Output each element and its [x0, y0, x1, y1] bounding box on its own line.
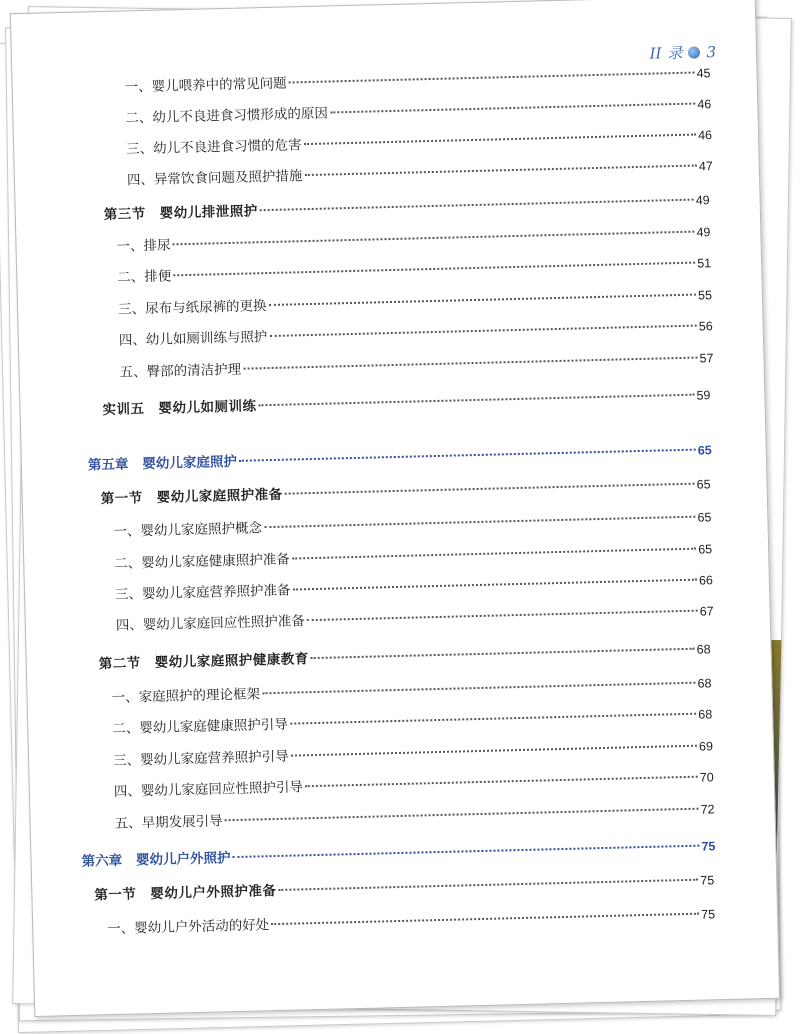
toc-entry-label [124, 72, 286, 96]
dot-leader [311, 648, 695, 659]
dot-leader [173, 262, 695, 277]
dot-leader [239, 449, 696, 462]
toc-page-number: 72 [700, 802, 715, 817]
dot-leader [289, 72, 695, 84]
toc-item [126, 123, 712, 157]
toc-page-number: 66 [698, 573, 714, 588]
toc-entry-label [118, 294, 267, 318]
toc-entry-label-text: 实训五 [102, 401, 145, 418]
dot-leader [269, 325, 697, 337]
dot-leader [292, 579, 697, 591]
running-head [649, 41, 716, 64]
toc-item [127, 154, 713, 188]
toc-entry-label-text: 二、婴幼儿家庭健康照护准备 [114, 551, 290, 572]
dot-leader [243, 357, 698, 370]
toc-page-number: 68 [696, 642, 711, 657]
dot-leader [260, 199, 694, 212]
toc-page-number: 45 [696, 66, 711, 81]
toc-item [119, 346, 713, 381]
toc-entry-label-text: 五、臀部的清洁护理 [119, 361, 242, 381]
toc-entry-title: 婴幼儿排泄照护 [159, 203, 258, 221]
toc-item [107, 902, 715, 937]
toc-entry-label-text: 四、幼儿如厕训练与照护 [118, 329, 268, 349]
toc-entry-label-text: 一、婴幼儿户外活动的好处 [107, 917, 270, 938]
toc-entry-label [88, 450, 237, 474]
toc-page-number: 68 [698, 707, 713, 722]
toc-item [124, 61, 710, 95]
toc-item [114, 797, 714, 832]
dot-leader [262, 682, 696, 695]
toc-entry-title: 婴幼儿如厕训练 [158, 398, 257, 416]
toc-entry-label [81, 846, 230, 870]
toc-entry-label [116, 233, 170, 254]
toc-entry-label [113, 745, 289, 769]
dot-leader [307, 610, 698, 622]
toc-item [116, 220, 710, 255]
dot-leader [330, 103, 696, 114]
running-head-page: 3 [706, 42, 717, 61]
toc-page-number: 67 [699, 604, 714, 619]
toc-entry-label [111, 682, 260, 706]
toc-item [114, 537, 712, 572]
toc-section [94, 868, 714, 903]
toc-section [104, 188, 710, 223]
dot-leader [278, 879, 698, 891]
toc-entry-label-text: 一、排尿 [116, 237, 171, 255]
toc-item [114, 765, 714, 800]
toc-page-number: 75 [700, 907, 716, 922]
dot-leader [291, 745, 698, 757]
toc-chapter [88, 438, 712, 473]
toc-entry-title: 婴幼儿家庭照护准备 [156, 486, 283, 505]
toc-entry-label [98, 647, 308, 672]
toc-entry-label-text: 五、早期发展引导 [114, 813, 223, 832]
toc-page-number: 68 [697, 676, 712, 691]
toc-item [119, 314, 713, 349]
toc-page-number: 47 [698, 159, 713, 174]
toc-entry-label [125, 102, 328, 127]
toc-entry-label [116, 609, 305, 634]
toc-section [102, 383, 710, 418]
toc-section [100, 472, 710, 507]
toc-page-number: 49 [696, 225, 711, 240]
toc-entry-label-text: 一、家庭照护的理论框架 [111, 686, 261, 706]
dot-leader [233, 845, 700, 858]
toc-entry-label-text: 一、婴幼儿家庭照护概念 [113, 520, 263, 540]
toc-entry-label-text: 三、幼儿不良进食习惯的危害 [126, 137, 302, 158]
toc-entry-label [113, 516, 262, 540]
toc-item [117, 251, 711, 286]
toc-item [116, 599, 714, 634]
toc-entry-label [119, 358, 241, 381]
toc-entry-label [102, 394, 256, 418]
toc-page-number: 70 [699, 770, 714, 785]
toc-section [98, 637, 710, 672]
toc-page-number: 56 [698, 319, 713, 334]
toc-entry-label-text: 四、婴幼儿家庭回应性照护准备 [115, 613, 305, 634]
toc-entry-label [117, 264, 171, 285]
toc-page-number: 57 [699, 351, 714, 366]
toc-entry-label [100, 483, 282, 507]
toc-item [125, 92, 711, 126]
dot-leader [173, 231, 695, 246]
toc-page-number: 49 [695, 193, 710, 208]
toc-page-number: 65 [696, 477, 711, 492]
toc-entry-label [104, 199, 258, 223]
toc-item [111, 671, 711, 706]
running-head-left: II [649, 43, 662, 63]
toc-entry-title: 婴幼儿户外照护准备 [150, 883, 277, 902]
toc-entry-label-text: 一、婴儿喂养中的常见问题 [124, 75, 287, 96]
dot-leader [304, 134, 697, 146]
dot-leader [290, 713, 697, 725]
toc-item [112, 702, 712, 737]
toc-entry-label-text: 二、排便 [117, 268, 172, 286]
toc-page-number: 59 [696, 388, 711, 403]
toc-entry-label-text: 第一节 [100, 490, 143, 507]
toc-entry-label-text: 四、婴幼儿家庭回应性照护引导 [113, 779, 304, 800]
dot-leader [258, 394, 694, 407]
toc-entry-title: 婴幼儿户外照护 [135, 850, 231, 868]
toc-entry-label-text: 第一节 [94, 886, 137, 903]
toc-entry-label [107, 913, 269, 937]
toc-entry-label-text: 二、幼儿不良进食习惯形成的原因 [125, 105, 329, 127]
toc-entry-label-text: 四、异常饮食问题及照护措施 [126, 168, 303, 189]
toc-entry-label [119, 325, 268, 349]
dot-leader [305, 776, 698, 788]
toc-entry-label-text: 三、婴幼儿家庭营养照护引导 [112, 748, 289, 769]
toc-entry-title: 婴幼儿家庭照护健康教育 [154, 651, 309, 670]
running-head-middle: 录 [667, 43, 683, 63]
toc-page-number: 65 [697, 510, 712, 525]
toc-page-number: 69 [698, 739, 714, 754]
toc-item [113, 505, 711, 540]
dot-leader [225, 808, 699, 822]
toc-page-number: 46 [697, 97, 712, 112]
toc-entry-label-text: 第五章 [87, 456, 129, 473]
toc-page-number: 65 [697, 443, 712, 458]
toc-entry-title: 婴幼儿家庭照护 [142, 453, 238, 472]
toc-page-number: 46 [697, 128, 713, 143]
dot-leader [271, 913, 699, 925]
dot-leader [304, 165, 697, 177]
dot-leader [285, 483, 695, 495]
toc-entry-label-text: 二、婴幼儿家庭健康照护引导 [112, 716, 289, 737]
toc-entry-label-text: 三、尿布与纸尿裤的更换 [117, 298, 267, 318]
toc-page [10, 0, 780, 1017]
toc-page-number: 75 [701, 839, 716, 854]
dot-leader [292, 548, 697, 560]
dot-leader [264, 516, 696, 529]
toc-entry-label-text: 第二节 [98, 655, 141, 672]
toc-entry-label [127, 164, 303, 188]
toc-item [113, 734, 713, 769]
toc-entry-label-text: 第六章 [81, 852, 123, 869]
toc-chapter [81, 834, 715, 869]
toc-entry-label [114, 809, 222, 832]
toc-page-number: 65 [698, 542, 713, 557]
toc-page-number: 51 [697, 256, 712, 271]
toc-entry-label [126, 133, 302, 157]
toc-entry-label-text: 三、婴幼儿家庭营养照护准备 [114, 582, 291, 603]
toc-item [118, 283, 712, 318]
toc-entry-label [114, 548, 290, 572]
toc-page-number: 75 [700, 873, 715, 888]
toc-page-number: 55 [697, 288, 713, 303]
bullet-dot-icon [688, 46, 700, 58]
toc-entry-label [94, 879, 276, 903]
toc-entry-label-text: 第三节 [103, 206, 146, 223]
toc-entry-label [114, 775, 303, 800]
toc-entry-label [115, 579, 291, 603]
toc-item [115, 568, 713, 603]
dot-leader [269, 294, 697, 306]
toc-entry-label [112, 713, 288, 737]
